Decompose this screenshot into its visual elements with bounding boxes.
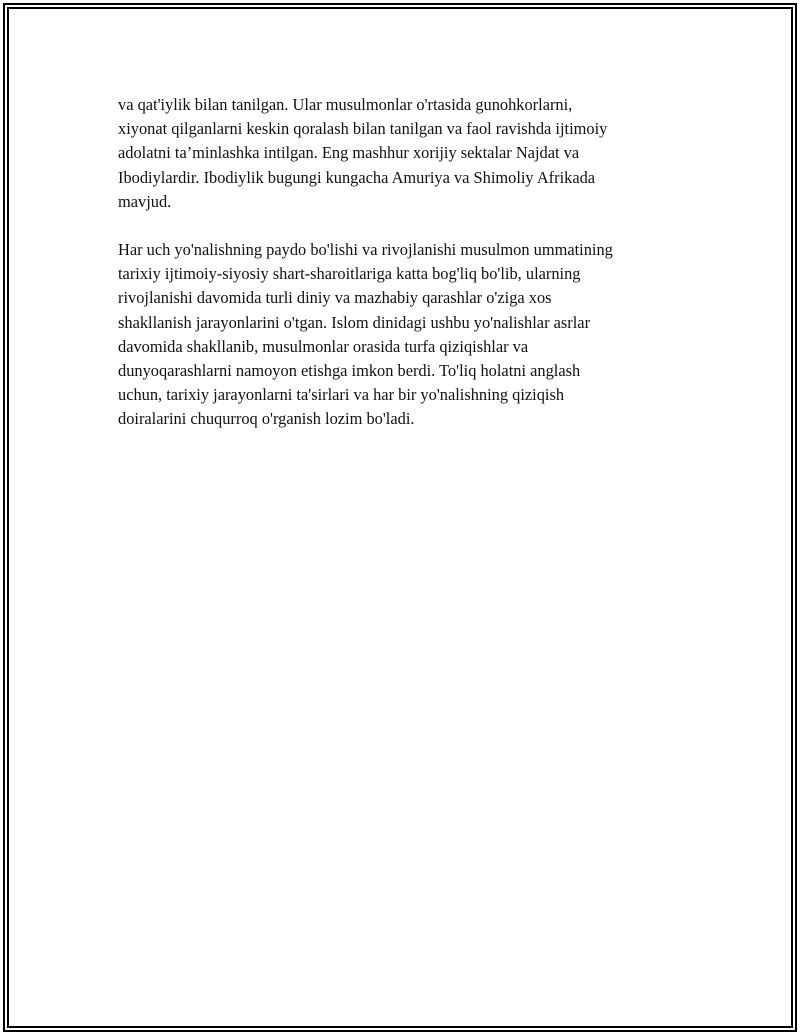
paragraph-1: va qat'iylik bilan tanilgan. Ular musulmonlar o'rtasida gunohkorlarni, xiyonat qilganlarni keskin qoralash bilan tanilgan va faol ravishda ijtimoiy adolatni ta’minlashka intilgan. Eng mashhur xorijiy sektalar Najdat va Ibodiylardir. Ibodiylik bugungi kungacha Amuriya va Shimoliy Afrikada mavjud. [118, 95, 608, 211]
paragraph-2: Har uch yo'nalishning paydo bo'lishi va rivojlanishi musulmon ummatining tarixiy ijtimoiy-siyosiy shart-sharoitlariga katta bog'liq bo'lib, ularning rivojlanishi davomida turli diniy va mazhabiy qarashlar o'ziga xos shakllanish jarayonlarini o'tgan. Islom dinidagi ushbu yo'nalishlar asrlar davomida shakllanib, musulmonlar orasida turfa qiziqishlar va dunyoqarashlarni namoyon etishga imkon berdi. To'liq holatni anglash uchun, tarixiy jarayonlarni ta'sirlari va har bir yo'nalishning qiziqish doiralarini chuqurroq o'rganish lozim bo'ladi. [118, 240, 613, 429]
document-body [118, 93, 688, 456]
